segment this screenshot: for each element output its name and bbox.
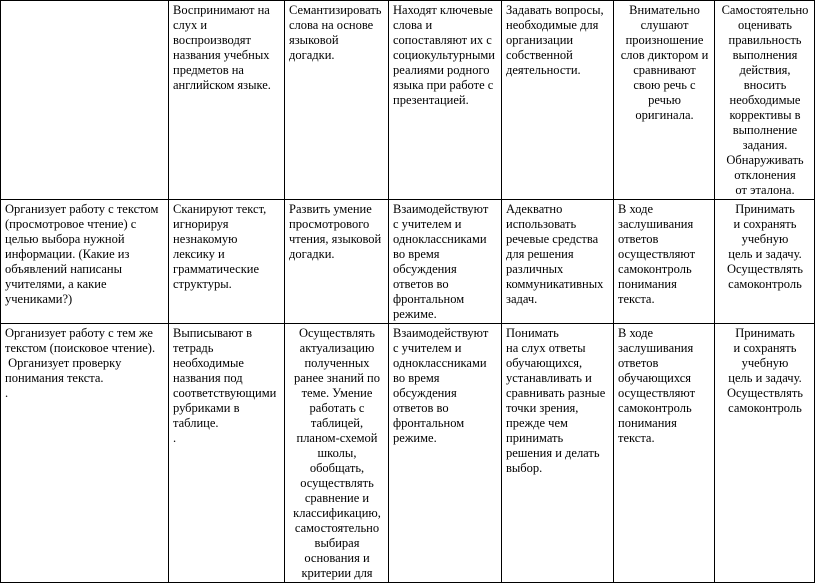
table-cell-student-activity: Выписывают в тетрадь необходимые названия под соответствующими рубриками в таблице. .	[169, 324, 285, 583]
table-row	[1, 1, 815, 200]
table-cell-teacher-activity: Организует работу с текстом (просмотровое чтение) с целью выбора нужной информации. (Какие из объявлений написаны учителями, а какие учениками?)	[1, 200, 169, 324]
table-cell-regulatory-uud: Самостоятельно оценивать правильность выполнения действия, вносить необходимые коррективы в выполнение задания. Обнаруживать отклонения от эталона.	[715, 1, 815, 200]
table-cell-communicative-uud: Понимать на слух ответы обучающихся, устанавливать и сравнивать разные точки зрения, прежде чем принимать решения и делать выбор.	[502, 324, 614, 583]
table-cell-subject-results: Развить умение просмотрового чтения, языковой догадки.	[285, 200, 389, 324]
table-cell-teacher-activity	[1, 1, 169, 200]
table-cell-cognitive-uud: Взаимодействуют с учителем и одноклассниками во время обсуждения ответов во фронтальном режиме.	[389, 200, 502, 324]
table-cell-cognitive-uud: Находят ключевые слова и сопоставляют их с социокультурными реалиями родного языка при работе с презентацией.	[389, 1, 502, 200]
table-cell-teacher-activity: Организует работу с тем же текстом (поисковое чтение). Организует проверку понимания текста. .	[1, 324, 169, 583]
table-cell-control: В ходе заслушивания ответов обучающихся осуществляют самоконтроль понимания текста.	[614, 324, 715, 583]
table-cell-regulatory-uud: Принимать и сохранять учебную цель и задачу. Осуществлять самоконтроль	[715, 324, 815, 583]
table-row	[1, 200, 815, 324]
table-cell-control: В ходе заслушивания ответов осуществляют самоконтроль понимания текста.	[614, 200, 715, 324]
table-cell-communicative-uud: Задавать вопросы, необходимые для организации собственной деятельности.	[502, 1, 614, 200]
table-cell-control: Внимательно слушают произношение слов диктором и сравнивают свою речь с речью оригинала.	[614, 1, 715, 200]
table-cell-communicative-uud: Адекватно использовать речевые средства для решения различных коммуникативных задач.	[502, 200, 614, 324]
table-cell-student-activity: Сканируют текст, игнорируя незнакомую лексику и грамматические структуры.	[169, 200, 285, 324]
table-cell-subject-results: Осуществлять актуализацию полученных ранее знаний по теме. Умение работать с таблицей, планом-схемой школы, обобщать, осуществлять сравнение и классификацию, самостоятельно выбирая основания и критерии для	[285, 324, 389, 583]
table-cell-regulatory-uud: Принимать и сохранять учебную цель и задачу. Осуществлять самоконтроль	[715, 200, 815, 324]
table-cell-student-activity: Воспринимают на слух и воспроизводят названия учебных предметов на английском языке.	[169, 1, 285, 200]
table-cell-cognitive-uud: Взаимодействуют с учителем и одноклассниками во время обсуждения ответов во фронтальном режиме.	[389, 324, 502, 583]
table-cell-subject-results: Семантизировать слова на основе языковой догадки.	[285, 1, 389, 200]
table-row	[1, 324, 815, 583]
